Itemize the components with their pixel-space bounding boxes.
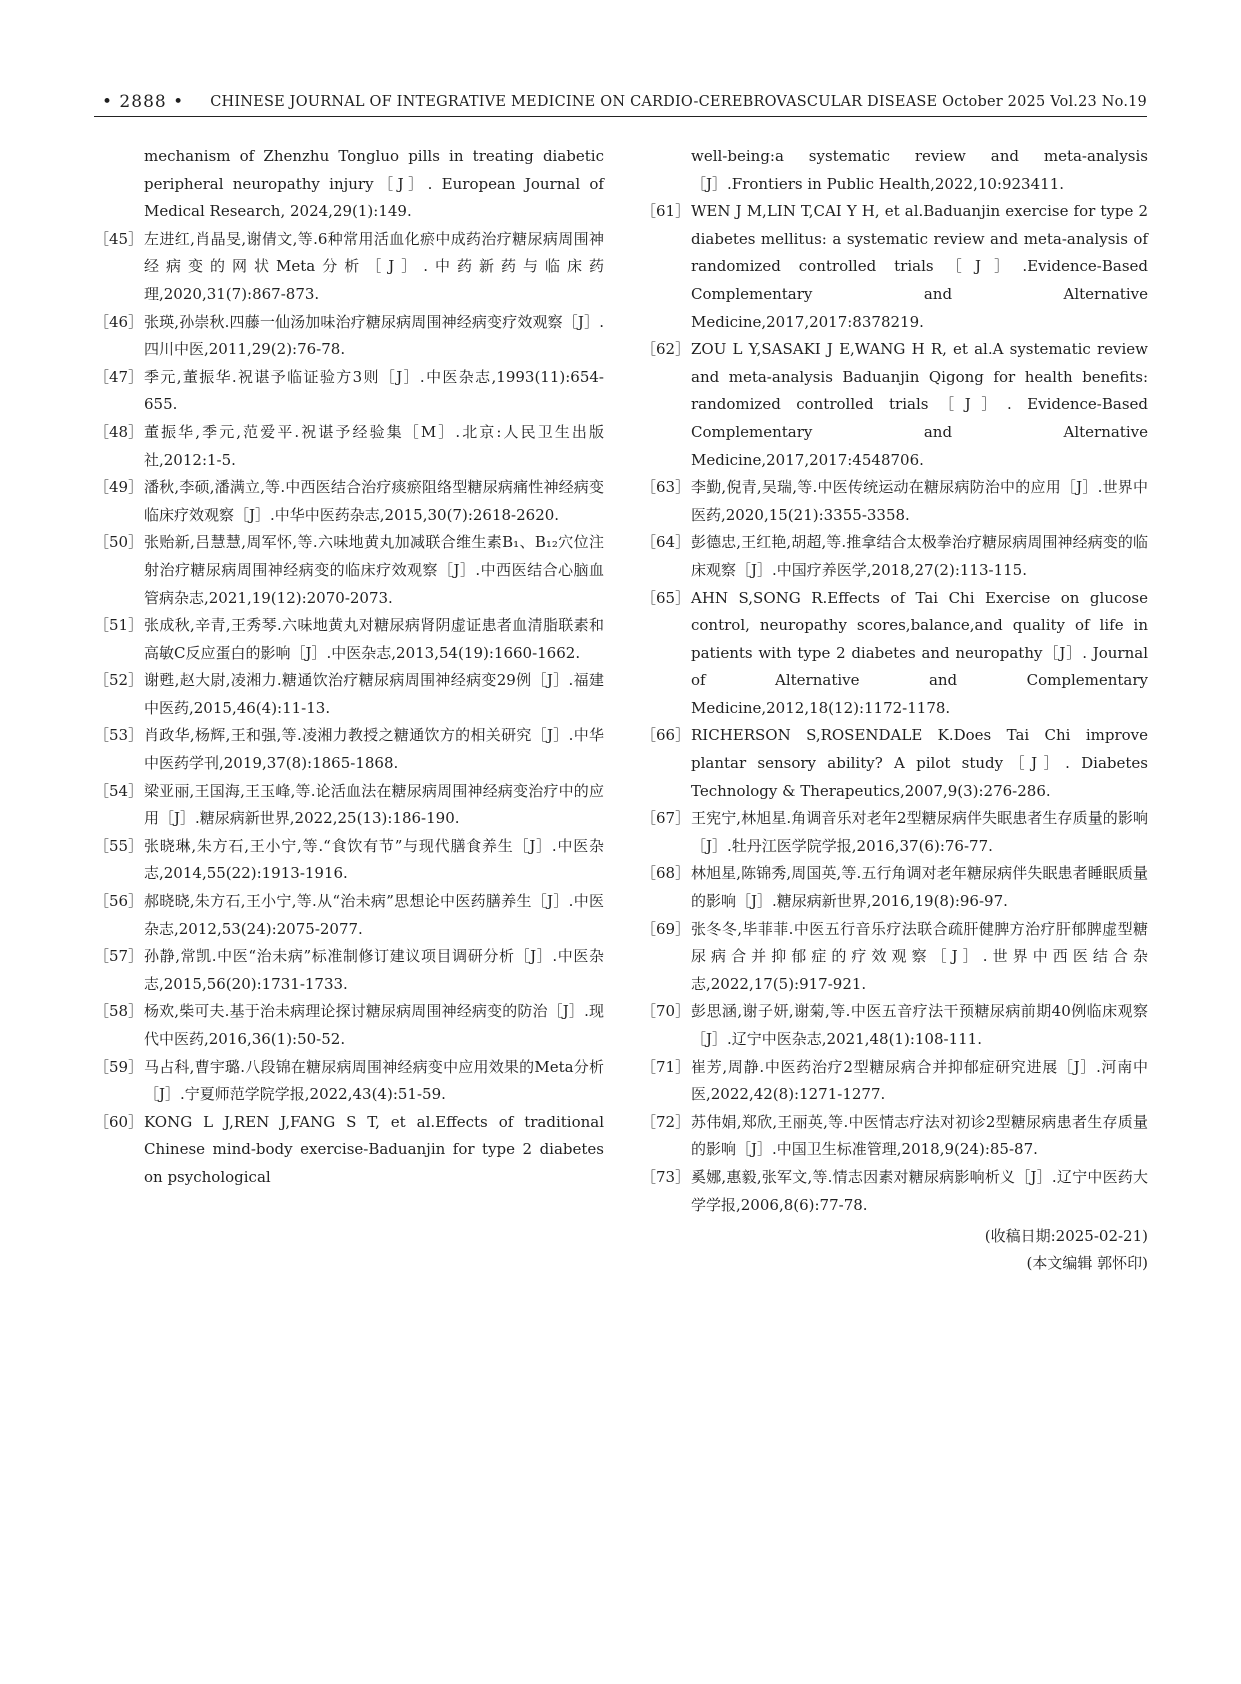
reference-entry [94, 1109, 604, 1192]
page-header [94, 92, 1147, 117]
reference-number: ［55］ [94, 836, 144, 855]
reference-entry [94, 888, 604, 943]
editor-note: (本文编辑 郭怀印) [1026, 1254, 1148, 1273]
reference-entry [641, 805, 1148, 860]
reference-text: 奚娜,惠毅,张军文,等.情志因素对糖尿病影响析义［J］.辽宁中医药大学学报,2006,8(6):77-78. [691, 1167, 1148, 1214]
reference-text: ZOU L Y,SASAKI J E,WANG H R, et al.A systematic review and meta-analysis Baduanjin Qigong for health benefits: randomized controlled trials［J］. Evidence-Based Complementary and Alternative Medicine,2017,2017:4548706. [691, 340, 1148, 469]
received-date: (收稿日期:2025-02-21) [984, 1227, 1148, 1246]
reference-number: ［64］ [641, 533, 691, 552]
reference-entry [94, 143, 604, 226]
reference-number: ［73］ [641, 1167, 691, 1186]
reference-entry [94, 364, 604, 419]
reference-text: mechanism of Zhenzhu Tongluo pills in treating diabetic peripheral neuropathy injury［J］. European Journal of Medical Research, 2024,29(1):149. [144, 147, 604, 221]
reference-text: 左进红,肖晶旻,谢倩文,等.6种常用活血化瘀中成药治疗糖尿病周围神经病变的网状Meta分析［J］.中药新药与临床药理,2020,31(7):867-873. [144, 229, 604, 303]
reference-number: ［52］ [94, 671, 144, 690]
reference-number: ［62］ [641, 340, 691, 359]
reference-number: ［69］ [641, 919, 691, 938]
reference-number: ［51］ [94, 616, 144, 635]
reference-number: ［66］ [641, 726, 691, 745]
reference-text: 董振华,季元,范爱平.祝谌予经验集［M］.北京:人民卫生出版社,2012:1-5. [144, 422, 604, 469]
reference-number: ［53］ [94, 726, 144, 745]
reference-entry [641, 1164, 1148, 1219]
reference-text: 谢甦,赵大尉,凌湘力.糖通饮治疗糖尿病周围神经病变29例［J］.福建中医药,2015,46(4):11-13. [144, 671, 604, 717]
reference-text: 林旭星,陈锦秀,周国英,等.五行角调对老年糖尿病伴失眠患者睡眠质量的影响［J］.糖尿病新世界,2016,19(8):96-97. [691, 864, 1148, 911]
reference-text: 孙静,常凯.中医“治未病”标准制修订建议项目调研分析［J］.中医杂志,2015,56(20):1731-1733. [144, 947, 604, 993]
reference-entry [94, 1054, 604, 1109]
reference-number: ［63］ [641, 478, 691, 497]
reference-entry [641, 143, 1148, 198]
reference-text: 肖政华,杨辉,王和强,等.凌湘力教授之糖通饮方的相关研究［J］.中华中医药学刊,2019,37(8):1865-1868. [144, 726, 604, 773]
journal-running-title: CHINESE JOURNAL OF INTEGRATIVE MEDICINE ON CARDIO-CEREBROVASCULAR DISEASE October 2025 Vol.23 No.19 [210, 94, 1147, 110]
reference-number: ［50］ [94, 533, 144, 552]
reference-text: 崔芳,周静.中医药治疗2型糖尿病合并抑郁症研究进展［J］.河南中医,2022,42(8):1271-1277. [691, 1057, 1148, 1104]
reference-text: 王宪宁,林旭星.角调音乐对老年2型糖尿病伴失眠患者生存质量的影响［J］.牡丹江医学院学报,2016,37(6):76-77. [691, 809, 1148, 855]
left-column [94, 143, 604, 1192]
reference-text: 潘秋,李硕,潘满立,等.中西医结合治疗痰瘀阻络型糖尿病痛性神经病变临床疗效观察［J］.中华中医药杂志,2015,30(7):2618-2620. [144, 478, 604, 524]
reference-entry [641, 998, 1148, 1053]
reference-entry [641, 860, 1148, 915]
reference-number: ［70］ [641, 1002, 691, 1021]
reference-entry [641, 722, 1148, 805]
reference-number: ［68］ [641, 864, 691, 883]
reference-number: ［67］ [641, 809, 691, 828]
reference-entry [94, 226, 604, 309]
reference-text: WEN J M,LIN T,CAI Y H, et al.Baduanjin exercise for type 2 diabetes mellitus: a systematic review and meta-analysis of randomized controlled trials［J］.Evidence-Based Complementary and Alternative Medicine,2017,2017:8378219. [691, 202, 1148, 331]
reference-number: ［49］ [94, 478, 144, 497]
reference-entry [94, 419, 604, 474]
reference-number: ［60］ [94, 1112, 144, 1131]
article-footer [641, 1223, 1148, 1277]
reference-entry [641, 474, 1148, 529]
reference-entry [94, 529, 604, 612]
reference-entry [641, 916, 1148, 999]
reference-entry [94, 998, 604, 1053]
reference-entry [641, 1054, 1148, 1109]
reference-text: 张成秋,辛青,王秀琴.六味地黄丸对糖尿病肾阴虚证患者血清脂联素和高敏C反应蛋白的影响［J］.中医杂志,2013,54(19):1660-1662. [144, 616, 604, 662]
reference-text: 李勤,倪青,吴瑞,等.中医传统运动在糖尿病防治中的应用［J］.世界中医药,2020,15(21):3355-3358. [691, 478, 1148, 524]
reference-number: ［47］ [94, 367, 144, 386]
reference-entry [94, 778, 604, 833]
reference-text: 张冬冬,毕菲菲.中医五行音乐疗法联合疏肝健脾方治疗肝郁脾虚型糖尿病合并抑郁症的疗效观察［J］.世界中西医结合杂志,2022,17(5):917-921. [691, 919, 1148, 993]
reference-entry [641, 198, 1148, 336]
reference-text: 郝晓晓,朱方石,王小宁,等.从“治未病”思想论中医药膳养生［J］.中医杂志,2012,53(24):2075-2077. [144, 892, 604, 938]
reference-text: 张贻新,吕慧慧,周军怀,等.六味地黄丸加减联合维生素B₁、B₁₂穴位注射治疗糖尿病周围神经病变的临床疗效观察［J］.中西医结合心脑血管病杂志,2021,19(12):2070-2073. [144, 533, 604, 607]
reference-entry [94, 833, 604, 888]
reference-text: 彭德忠,王红艳,胡超,等.推拿结合太极拳治疗糖尿病周围神经病变的临床观察［J］.中国疗养医学,2018,27(2):113-115. [691, 533, 1148, 579]
reference-entry [641, 529, 1148, 584]
reference-number: ［59］ [94, 1057, 144, 1076]
reference-text: KONG L J,REN J,FANG S T, et al.Effects of traditional Chinese mind-body exercise-Baduanjin for type 2 diabetes on psychological [144, 1112, 604, 1186]
reference-text: 苏伟娟,郑欣,王丽英,等.中医情志疗法对初诊2型糖尿病患者生存质量的影响［J］.中国卫生标准管理,2018,9(24):85-87. [691, 1112, 1148, 1159]
reference-entry [94, 722, 604, 777]
reference-text: RICHERSON S,ROSENDALE K.Does Tai Chi improve plantar sensory ability? A pilot study［J］. Diabetes Technology & Therapeutics,2007,9(3):276-286. [691, 726, 1148, 800]
reference-number: ［71］ [641, 1057, 691, 1076]
reference-number: ［61］ [641, 202, 691, 221]
reference-text: 马占科,曹宇璐.八段锦在糖尿病周围神经病变中应用效果的Meta分析［J］.宁夏师范学院学报,2022,43(4):51-59. [144, 1057, 604, 1104]
reference-number: ［46］ [94, 312, 144, 331]
reference-number: ［54］ [94, 781, 144, 800]
reference-number: ［65］ [641, 588, 691, 607]
reference-text: 季元,董振华.祝谌予临证验方3则［J］.中医杂志,1993(11):654-655. [144, 367, 604, 414]
reference-entry [94, 474, 604, 529]
reference-text: 张晓琳,朱方石,王小宁,等.“食饮有节”与现代膳食养生［J］.中医杂志,2014,55(22):1913-1916. [144, 836, 604, 883]
reference-number: ［48］ [94, 422, 144, 441]
reference-number: ［72］ [641, 1112, 691, 1131]
reference-number: ［58］ [94, 1002, 144, 1021]
reference-number: ［45］ [94, 229, 144, 248]
reference-text: AHN S,SONG R.Effects of Tai Chi Exercise on glucose control, neuropathy scores,balance,and quality of life in patients with type 2 diabetes and neuropathy［J］. Journal of Alternative and Complementary Medicine,2012,18(12):1172-1178. [691, 588, 1148, 717]
reference-entry [94, 309, 604, 364]
reference-entry [94, 943, 604, 998]
reference-entry [641, 1109, 1148, 1164]
reference-entry [94, 667, 604, 722]
reference-text: well-being:a systematic review and meta-analysis［J］.Frontiers in Public Health,2022,10:923411. [691, 147, 1148, 193]
reference-text: 张瑛,孙崇秋.四藤一仙汤加味治疗糖尿病周围神经病变疗效观察［J］.四川中医,2011,29(2):76-78. [144, 312, 604, 359]
reference-text: 梁亚丽,王国海,王玉峰,等.论活血法在糖尿病周围神经病变治疗中的应用［J］.糖尿病新世界,2022,25(13):186-190. [144, 781, 604, 828]
reference-entry [641, 336, 1148, 474]
reference-entry [94, 612, 604, 667]
reference-number: ［56］ [94, 892, 144, 911]
reference-text: 杨欢,柴可夫.基于治未病理论探讨糖尿病周围神经病变的防治［J］.现代中医药,2016,36(1):50-52. [144, 1002, 604, 1048]
reference-entry [641, 585, 1148, 723]
page-number: • 2888 • [102, 92, 185, 112]
reference-number: ［57］ [94, 947, 144, 966]
right-column [641, 143, 1148, 1277]
reference-text: 彭思涵,谢子妍,谢菊,等.中医五音疗法干预糖尿病前期40例临床观察［J］.辽宁中医杂志,2021,48(1):108-111. [691, 1002, 1148, 1048]
